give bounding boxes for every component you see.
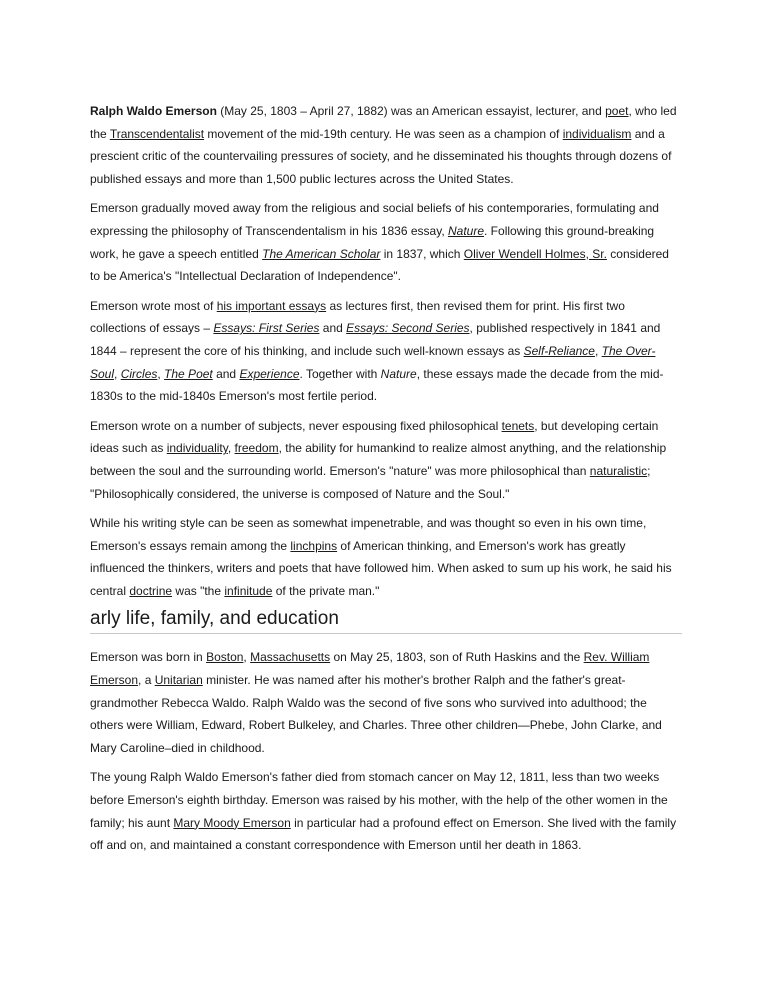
link-doctrine[interactable]: doctrine [129, 583, 173, 598]
link-the-poet[interactable]: The Poet [164, 366, 213, 381]
link-important-essays[interactable]: his important essays [216, 298, 327, 313]
link-freedom[interactable]: freedom [234, 441, 279, 456]
paragraph-transcendentalism: Emerson gradually moved away from the religious and social beliefs of his contemporaries, formulating and expressing the philosophy of Transcendentalism in his 1836 essay, Nature. Following this ground-breaking work, he gave a speech entitled The American Scholar in 1837, which Oliver Wendell Holmes, Sr. considered to be America's "Intellectual Declaration of Independence". [90, 201, 669, 284]
link-linchpins[interactable]: linchpins [290, 538, 338, 553]
link-transcendentalist[interactable]: Transcendentalist [109, 126, 205, 141]
link-individualism[interactable]: individualism [562, 126, 632, 141]
link-over-soul[interactable]: The Over-Soul [90, 343, 656, 381]
link-american-scholar[interactable]: The American Scholar [262, 246, 381, 261]
paragraph-father: The young Ralph Waldo Emerson's father died from stomach cancer on May 12, 1811, less than two weeks before Emerson's eighth birthday. Emerson was raised by his mother, with the help of the other women in the family; his aunt Mary Moody Emerson in particular had a profound effect on Emerson. She lived with the family off and on, and maintained a constant correspondence with Emerson until her death in 1863. [90, 770, 677, 853]
link-experience[interactable]: Experience [239, 366, 300, 381]
link-essays-first-series[interactable]: Essays: First Series [213, 321, 320, 336]
link-mary-moody-emerson[interactable]: Mary Moody Emerson [173, 815, 291, 830]
link-circles[interactable]: Circles [120, 366, 158, 381]
link-poet[interactable]: poet [605, 104, 629, 118]
link-naturalistic[interactable]: naturalistic [589, 463, 648, 478]
link-oliver-wendell-holmes[interactable]: Oliver Wendell Holmes, Sr. [463, 246, 607, 261]
paragraph-subjects: Emerson wrote on a number of subjects, never espousing fixed philosophical tenets, but developing certain ideas such as individuality, freedom, the ability for humankind to realize almost anything, and the relationship between the soul and the surrounding world. Emerson's "nature" was more philosophical than naturalistic; "Philosophically considered, the universe is composed of Nature and the Soul." [90, 418, 667, 501]
link-unitarian[interactable]: Unitarian [154, 673, 203, 688]
link-massachusetts[interactable]: Massachusetts [250, 650, 331, 665]
subject-name: Ralph Waldo Emerson [90, 104, 217, 118]
link-rev-william-emerson[interactable]: Rev. William Emerson [90, 650, 650, 688]
paragraph-intro: Ralph Waldo Emerson (May 25, 1803 – April 27, 1882) was an American essayist, lecturer, and poet, who led the Transcendentalist movement of the mid-19th century. He was seen as a champion of individualism and a prescient critic of the countervailing pressures of society, and he disseminated his thoughts through dozens of published essays and more than 1,500 public lectures across the United States. [90, 104, 677, 186]
link-boston[interactable]: Boston [206, 650, 244, 665]
link-nature[interactable]: Nature [447, 223, 485, 238]
link-essays-second-series[interactable]: Essays: Second Series [346, 321, 470, 336]
link-infinitude[interactable]: infinitude [224, 583, 273, 598]
paragraph-style: While his writing style can be seen as somewhat impenetrable, and was thought so even in his own time, Emerson's essays remain among the linchpins of American thinking, and Emerson's work has greatly influenced the thinkers, writers and poets that have followed him. When asked to sum up his work, he said his central doctrine was "the infinitude of the private man." [90, 516, 672, 598]
link-self-reliance[interactable]: Self-Reliance [523, 343, 595, 358]
nature-title: Nature [380, 366, 417, 381]
section-heading: arly life, family, and education [90, 607, 682, 634]
link-tenets[interactable]: tenets [501, 418, 535, 433]
link-individuality[interactable]: individuality [166, 441, 228, 456]
paragraph-birth: Emerson was born in Boston, Massachusetts on May 25, 1803, son of Ruth Haskins and the Rev. William Emerson, a Unitarian minister. He was named after his mother's brother Ralph and the father's great-grandmother Rebecca Waldo. Ralph Waldo was the second of five sons who survived into adulthood; the others were William, Edward, Robert Bulkeley, and Charles. Three other children—Phebe, John Clarke, and Mary Caroline–died in childhood. [90, 650, 662, 755]
paragraph-essays: Emerson wrote most of his important essays as lectures first, then revised them for print. His first two collections of essays – Essays: First Series and Essays: Second Series, published respectively in 1841 and 1844 – represent the core of his thinking, and include such well-known essays as Self-Reliance, The Over-Soul, Circles, The Poet and Experience. Together with Nature, these essays made the decade from the mid-1830s to the mid-1840s Emerson's most fertile period. [90, 298, 664, 404]
article-body [90, 100, 682, 864]
